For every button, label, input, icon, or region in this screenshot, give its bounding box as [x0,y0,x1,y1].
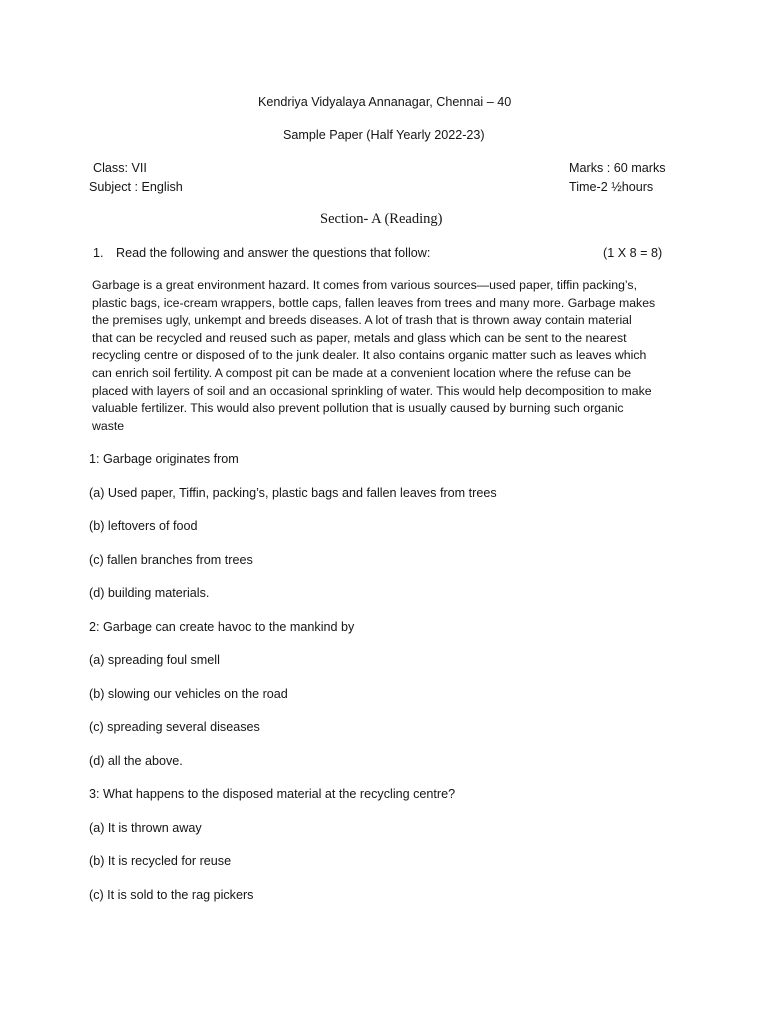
question-number: 1. [93,246,104,260]
passage-line: can enrich soil fertility. A compost pit can be made at a convenient location where the refuse can be [92,365,632,380]
question-1-option-c: (c) fallen branches from trees [89,553,253,567]
time-label: Time-2 ½hours [569,180,654,194]
passage-line: the premises ugly, unkempt and breeds diseases. A lot of trash that is thrown away contain material [92,313,632,328]
question-3-text: 3: What happens to the disposed material at the recycling centre? [89,787,456,801]
paper-title: Sample Paper (Half Yearly 2022-23) [283,128,485,142]
section-title: Section- A (Reading) [320,211,443,227]
passage-line: that can be recycled and reused such as paper, metals and glass which can be sent to the nearest [92,330,627,345]
question-1-text: 1: Garbage originates from [89,452,239,466]
question-3-option-c: (c) It is sold to the rag pickers [89,888,254,902]
passage-line: plastic bags, ice-cream wrappers, bottle caps, fallen leaves from trees and many more. Garbage makes [92,295,656,310]
passage-line: Garbage is a great environment hazard. It comes from various sources—used paper, tiffin packing’s, [92,278,637,292]
subject-label: Subject : English [89,180,183,194]
school-name: Kendriya Vidyalaya Annanagar, Chennai – 40 [258,95,512,109]
question-1-option-b: (b) leftovers of food [89,519,198,533]
question-2-option-b: (b) slowing our vehicles on the road [89,687,288,701]
question-marks: (1 X 8 = 8) [603,246,663,260]
question-3-option-a: (a) It is thrown away [89,821,202,835]
question-1-option-a: (a) Used paper, Tiffin, packing’s, plastic bags and fallen leaves from trees [89,486,497,500]
question-instruction: Read the following and answer the questions that follow: [116,246,431,260]
passage-line: recycling centre or disposed of to the junk dealer. It also contains organic matter such as leaves which [92,348,647,363]
passage-line: placed with layers of soil and an occasional sprinkling of water. This would help decomposition to make [92,383,652,398]
reading-passage [92,277,678,435]
passage-line: waste [92,418,125,433]
marks-label: Marks : 60 marks [569,161,666,175]
question-2-text: 2: Garbage can create havoc to the mankind by [89,620,355,634]
question-2-option-d: (d) all the above. [89,754,183,768]
question-1-option-d: (d) building materials. [89,586,210,600]
class-label: Class: VII [93,161,147,175]
question-3-option-b: (b) It is recycled for reuse [89,854,232,868]
question-2-option-a: (a) spreading foul smell [89,653,220,667]
passage-line: valuable fertilizer. This would also prevent pollution that is usually caused by burning such organic [92,401,624,416]
question-2-option-c: (c) spreading several diseases [89,720,260,734]
